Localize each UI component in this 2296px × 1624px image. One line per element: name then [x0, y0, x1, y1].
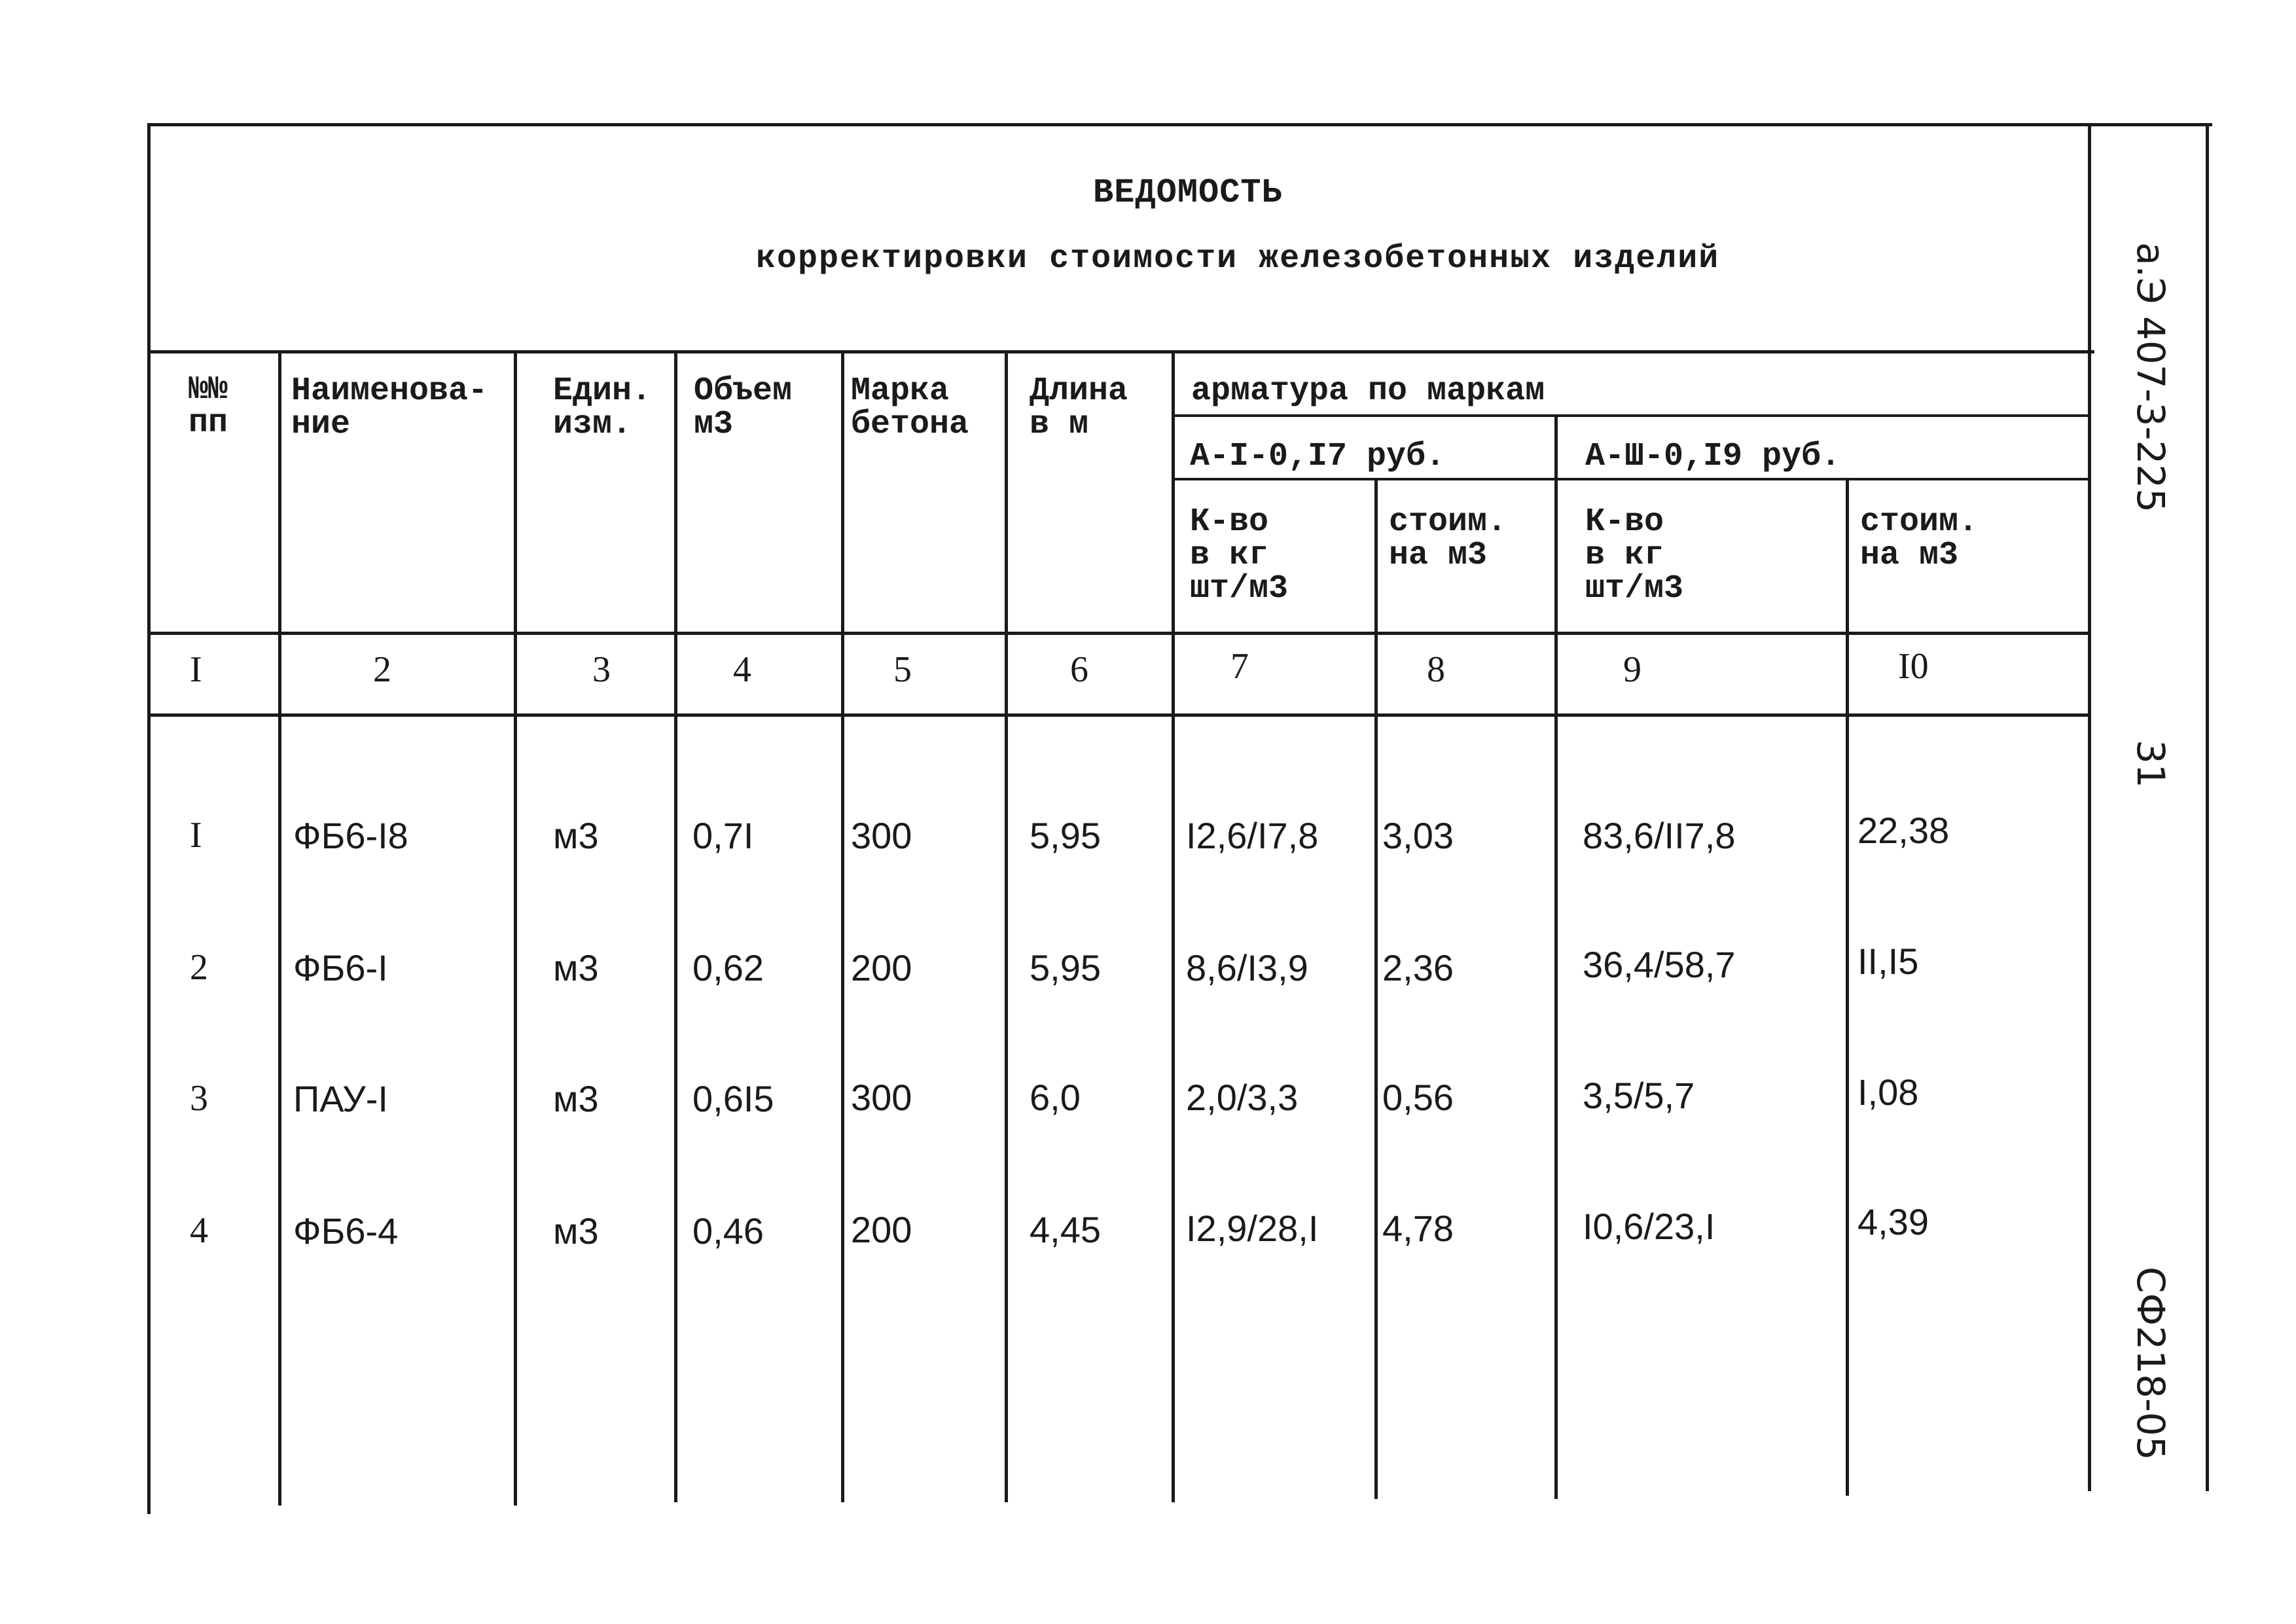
side-code-bottom: СФ218-05 [2128, 1267, 2173, 1460]
document-subtitle: корректировки стоимости железобетонных изделий [756, 240, 1720, 278]
right-inner-border [2088, 123, 2091, 1491]
header-col-2: Наименова- ние [291, 372, 488, 443]
col-line-9 [1846, 478, 1849, 1496]
col-line-5 [1005, 350, 1008, 1502]
header-col-7: К-во в кг шт/м3 [1190, 503, 1289, 607]
cell-a3-qty: 83,6/II7,8 [1583, 815, 1736, 856]
cell-a3-qty: I0,6/23,I [1583, 1206, 1715, 1247]
cell-name: ФБ6-4 [293, 1210, 399, 1252]
cell-a1-qty: 8,6/I3,9 [1186, 947, 1308, 988]
header-sub-a3: А-Ш-0,I9 руб. [1585, 438, 1841, 475]
top-border [147, 123, 2212, 126]
cell-index: 4 [190, 1210, 208, 1251]
side-page-number: 31 [2128, 740, 2173, 788]
col-line-6 [1172, 350, 1175, 1502]
cell-index: 2 [190, 947, 208, 988]
cell-a1-cost: 4,78 [1382, 1208, 1454, 1249]
col-line-4 [841, 350, 844, 1502]
cell-a1-cost: 0,56 [1382, 1077, 1454, 1118]
sub-col-line [1175, 478, 2091, 480]
cell-volume: 0,6I5 [692, 1078, 774, 1119]
cell-length: 6,0 [1030, 1077, 1081, 1118]
cell-concrete-grade: 300 [851, 1077, 912, 1118]
header-sub-a1: А-I-0,I7 руб. [1190, 438, 1446, 475]
col-line-7 [1374, 478, 1378, 1499]
cell-unit: м3 [553, 1078, 599, 1119]
cell-length: 5,95 [1030, 815, 1101, 856]
col-line-2 [514, 350, 517, 1506]
col-number: 4 [733, 649, 751, 690]
right-outer-border [2206, 123, 2209, 1491]
cell-a3-qty: 3,5/5,7 [1583, 1075, 1695, 1116]
cell-volume: 0,46 [692, 1210, 764, 1252]
col-number: 9 [1623, 649, 1641, 690]
cell-concrete-grade: 200 [851, 947, 912, 988]
col-number: 3 [592, 649, 611, 690]
cell-a1-cost: 3,03 [1382, 815, 1454, 856]
cell-index: I [190, 815, 202, 856]
cell-unit: м3 [553, 1210, 599, 1252]
cell-volume: 0,62 [692, 947, 764, 988]
cell-concrete-grade: 200 [851, 1209, 912, 1250]
cell-a3-qty: 36,4/58,7 [1583, 944, 1736, 985]
col-number: 8 [1427, 649, 1445, 690]
cell-unit: м3 [553, 947, 599, 988]
col-number: I0 [1898, 646, 1929, 687]
header-col-8: стоим. на м3 [1389, 503, 1507, 574]
col-number: I [190, 649, 202, 690]
cell-length: 4,45 [1030, 1209, 1101, 1250]
cell-a3-cost: 22,38 [1857, 810, 1950, 851]
cell-unit: м3 [553, 815, 599, 856]
numbers-top-line [147, 632, 2091, 635]
left-border [147, 123, 151, 1514]
cell-a3-cost: 4,39 [1857, 1201, 1929, 1242]
col-line-1 [278, 350, 281, 1506]
col-number: 5 [893, 649, 912, 690]
cell-a1-qty: I2,6/I7,8 [1186, 815, 1319, 856]
col-line-8 [1554, 414, 1558, 1499]
cell-length: 5,95 [1030, 947, 1101, 988]
cell-name: ФБ6-I [293, 947, 388, 988]
header-top-line [147, 350, 2094, 353]
cell-a1-cost: 2,36 [1382, 947, 1454, 988]
cell-a1-qty: I2,9/28,I [1186, 1208, 1319, 1249]
col-line-3 [674, 350, 677, 1502]
header-group-armature: арматура по маркам [1191, 372, 1545, 410]
col-number: 6 [1070, 649, 1088, 690]
cell-name: ФБ6-I8 [293, 815, 408, 856]
numbers-bottom-line [147, 713, 2091, 717]
cell-concrete-grade: 300 [851, 815, 912, 856]
header-col-4: Объем м3 [694, 372, 793, 443]
col-number: 7 [1230, 646, 1249, 687]
side-code-top: а.Э 407-3-225 [2128, 242, 2173, 513]
col-number: 2 [373, 649, 391, 690]
cell-volume: 0,7I [692, 815, 754, 856]
header-col-10: стоим. на м3 [1860, 503, 1979, 574]
document-title: ВЕДОМОСТЬ [1093, 173, 1283, 212]
header-col-1: №№ пп [188, 371, 228, 442]
group-sub-line [1175, 414, 2091, 417]
header-col-9: К-во в кг шт/м3 [1585, 503, 1684, 607]
cell-a3-cost: I,08 [1857, 1072, 1919, 1113]
cell-name: ПАУ-I [293, 1078, 388, 1119]
cell-a1-qty: 2,0/3,3 [1186, 1077, 1299, 1118]
header-col-3: Един. изм. [553, 372, 652, 443]
cell-a3-cost: II,I5 [1857, 941, 1919, 982]
cell-index: 3 [190, 1078, 208, 1119]
header-col-5: Марка бетона [851, 372, 969, 443]
header-col-6: Длина в м [1030, 372, 1128, 443]
